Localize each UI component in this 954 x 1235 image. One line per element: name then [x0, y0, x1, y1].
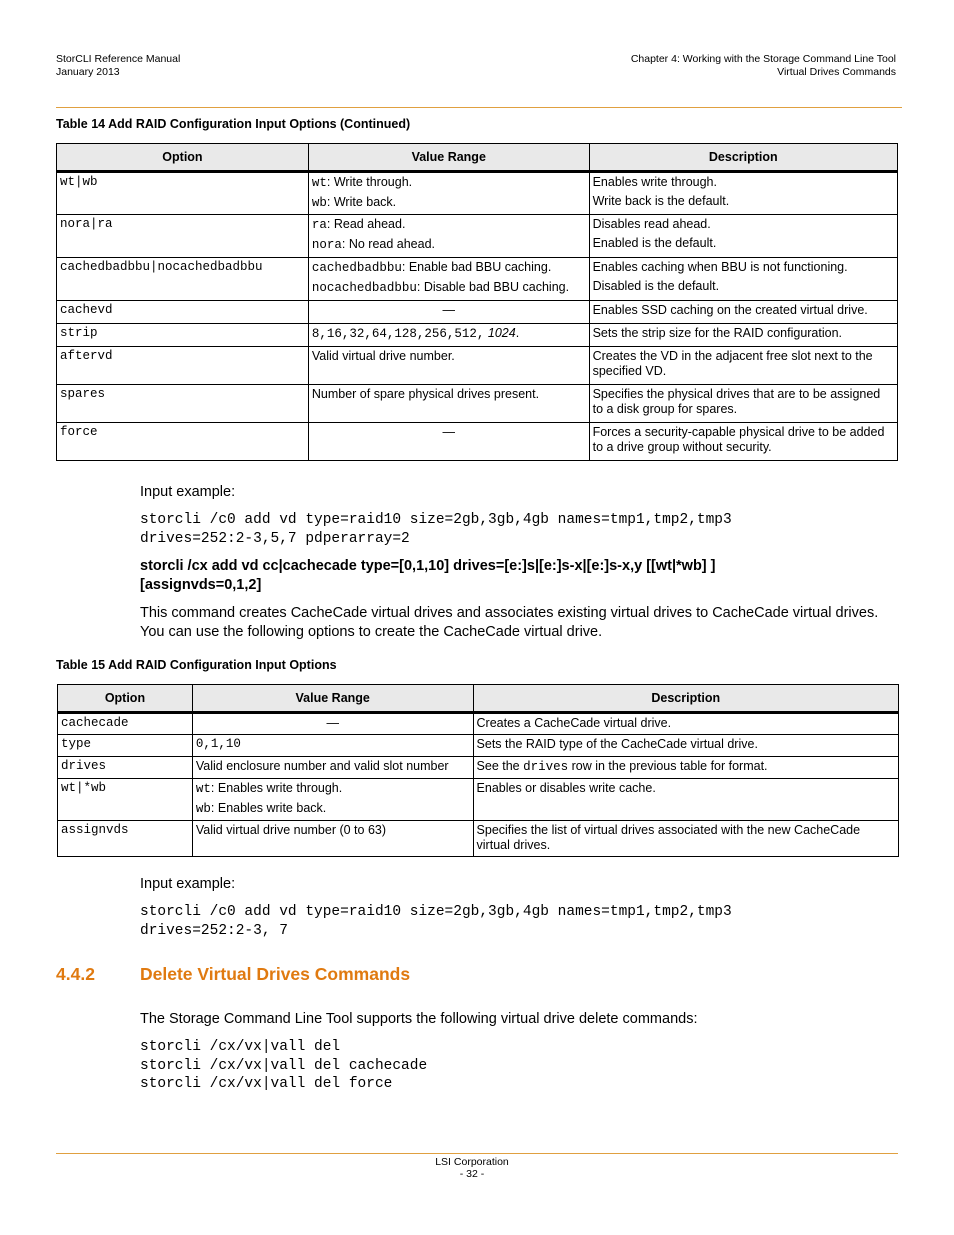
value-range-cell: 0,1,10: [192, 735, 473, 757]
page-number: - 32 -: [459, 1168, 485, 1180]
value-range-cell: Number of spare physical drives present.: [308, 385, 589, 423]
description-cell: Sets the strip size for the RAID configuration.: [589, 324, 897, 347]
running-header-right: [631, 53, 896, 79]
description-cell: Specifies the list of virtual drives associated with the new CacheCade virtual drives.: [473, 821, 898, 857]
value-line: [312, 195, 586, 211]
value-text: : No read ahead.: [341, 237, 436, 251]
table-row: [57, 324, 898, 347]
section-intro: The Storage Command Line Tool supports the following virtual drive delete commands:: [140, 1011, 698, 1027]
option-cell: spares: [57, 385, 309, 423]
description-text: Enabled is the default.: [592, 236, 717, 250]
value-code: cachedbadbbu: [311, 261, 402, 275]
value-text: : Write through.: [326, 175, 413, 189]
value-code: wt: [311, 176, 327, 190]
option-cell: wt|*wb: [58, 779, 193, 821]
table-header-row: [57, 144, 898, 172]
table-row: [57, 347, 898, 385]
footer-rule: [56, 1153, 898, 1154]
value-range-cell: Valid virtual drive number (0 to 63): [192, 821, 473, 857]
value-range-cell: [308, 215, 589, 258]
description-text: Enables write through.: [592, 175, 717, 189]
option-cell: drives: [58, 757, 193, 779]
value-range-cell: [308, 172, 589, 215]
description-text: row in the previous table for format.: [568, 759, 768, 773]
option-cell: cachecade: [58, 713, 193, 735]
option-cell: cachedbadbbu|nocachedbadbbu: [57, 258, 309, 301]
description-text: Disables read ahead.: [592, 217, 711, 231]
value-text: : Write back.: [326, 195, 397, 209]
value-text: : Enables write through.: [210, 781, 343, 795]
header-rule: [56, 107, 902, 108]
table-row: [57, 301, 898, 324]
column-header: Description: [473, 685, 898, 713]
value-code: wb: [311, 196, 327, 210]
value-code: nocachedbadbbu: [311, 281, 417, 295]
option-cell: assignvds: [58, 821, 193, 857]
value-range-cell: [308, 324, 589, 347]
value-range-cell: Valid enclosure number and valid slot number: [192, 757, 473, 779]
table14-caption: Table 14 Add RAID Configuration Input Options (Continued): [56, 117, 411, 131]
value-range-cell: —: [308, 423, 589, 461]
cachecade-command-syntax: storcli /cx add vd cc|cachecade type=[0,1,10] drives=[e:]s|[e:]s-x|[e:]s-x,y [[wt|*wb] ] [assignvds=0,1,2]: [140, 558, 716, 593]
value-text: : Read ahead.: [326, 217, 406, 231]
value-code: ra: [311, 218, 327, 232]
section-number: 4.4.2: [56, 964, 95, 984]
table14: [56, 143, 898, 461]
input-example-label: Input example:: [140, 484, 236, 500]
table-header-row: [58, 685, 899, 713]
description-cell: Forces a security-capable physical drive to be added to a drive group without security.: [589, 423, 897, 461]
section-name: Virtual Drives Commands: [777, 66, 896, 78]
option-cell: cachevd: [57, 301, 309, 324]
value-code: wt: [195, 782, 211, 796]
description-text: Disabled is the default.: [592, 279, 720, 293]
table-row: [58, 735, 899, 757]
table-row: [57, 385, 898, 423]
delete-commands-code-block: storcli /cx/vx|vall del storcli /cx/vx|vall del cachecade storcli /cx/vx|vall del force: [140, 1039, 428, 1092]
description-cell: Creates a CacheCade virtual drive.: [473, 713, 898, 735]
table15: [57, 684, 899, 857]
description-code: drives: [523, 760, 569, 774]
option-cell: wt|wb: [57, 172, 309, 215]
table-row: [57, 423, 898, 461]
value-line: [312, 280, 586, 296]
footer-company: LSI Corporation: [435, 1156, 509, 1168]
table15-caption: Table 15 Add RAID Configuration Input Options: [56, 658, 337, 672]
table-row: [57, 172, 898, 215]
description-cell: [473, 757, 898, 779]
option-cell: strip: [57, 324, 309, 347]
column-header: Option: [57, 144, 309, 172]
description-cell: [589, 172, 897, 215]
table-row: [58, 757, 899, 779]
manual-date: January 2013: [56, 66, 120, 78]
value-range-cell: —: [192, 713, 473, 735]
table-row: [58, 713, 899, 735]
column-header: Description: [589, 144, 897, 172]
value-code: 8,16,32,64,128,256,512,: [311, 327, 485, 341]
description-cell: [589, 258, 897, 301]
description-text: Write back is the default.: [592, 194, 730, 208]
value-text: .: [515, 326, 520, 340]
column-header: Value Range: [308, 144, 589, 172]
value-italic: 1024: [484, 326, 516, 340]
running-header-left: [56, 53, 180, 79]
description-text: See the: [476, 759, 524, 773]
description-cell: Creates the VD in the adjacent free slot next to the specified VD.: [589, 347, 897, 385]
description-text: Enables caching when BBU is not functioning.: [592, 260, 848, 274]
cachecade-description: This command creates CacheCade virtual drives and associates existing virtual drives to CacheCade virtual drives. You can use the following options to create the CacheCade virtual drive.: [140, 605, 879, 640]
option-cell: type: [58, 735, 193, 757]
chapter-title: Chapter 4: Working with the Storage Command Line Tool: [630, 53, 896, 65]
column-header: Value Range: [192, 685, 473, 713]
table-row: [57, 258, 898, 301]
table-row: [57, 215, 898, 258]
input-example-label: Input example:: [140, 876, 236, 892]
value-range-cell: [308, 258, 589, 301]
option-cell: aftervd: [57, 347, 309, 385]
example-code-block: storcli /c0 add vd type=raid10 size=2gb,3gb,4gb names=tmp1,tmp2,tmp3 drives=252:2-3,5,7 pdperarray=2: [140, 512, 732, 547]
description-cell: [589, 215, 897, 258]
section-title: Delete Virtual Drives Commands: [140, 964, 411, 984]
table-row: [58, 821, 899, 857]
description-cell: Enables SSD caching on the created virtual drive.: [589, 301, 897, 324]
value-range-cell: [192, 779, 473, 821]
option-cell: nora|ra: [57, 215, 309, 258]
manual-title: StorCLI Reference Manual: [56, 53, 181, 65]
description-cell: Specifies the physical drives that are to be assigned to a disk group for spares.: [589, 385, 897, 423]
description-cell: Sets the RAID type of the CacheCade virtual drive.: [473, 735, 898, 757]
value-text: : Enable bad BBU caching.: [401, 260, 552, 274]
value-line: [196, 801, 470, 817]
column-header: Option: [58, 685, 193, 713]
option-cell: force: [57, 423, 309, 461]
example-code-block: storcli /c0 add vd type=raid10 size=2gb,3gb,4gb names=tmp1,tmp2,tmp3 drives=252:2-3, 7: [140, 904, 732, 939]
value-range-cell: Valid virtual drive number.: [308, 347, 589, 385]
table-row: [58, 779, 899, 821]
description-cell: Enables or disables write cache.: [473, 779, 898, 821]
value-range-cell: —: [308, 301, 589, 324]
value-text: : Enables write back.: [210, 801, 327, 815]
value-line: [312, 237, 586, 253]
value-text: : Disable bad BBU caching.: [416, 280, 570, 294]
value-code: wb: [195, 802, 211, 816]
value-code: nora: [311, 238, 342, 252]
